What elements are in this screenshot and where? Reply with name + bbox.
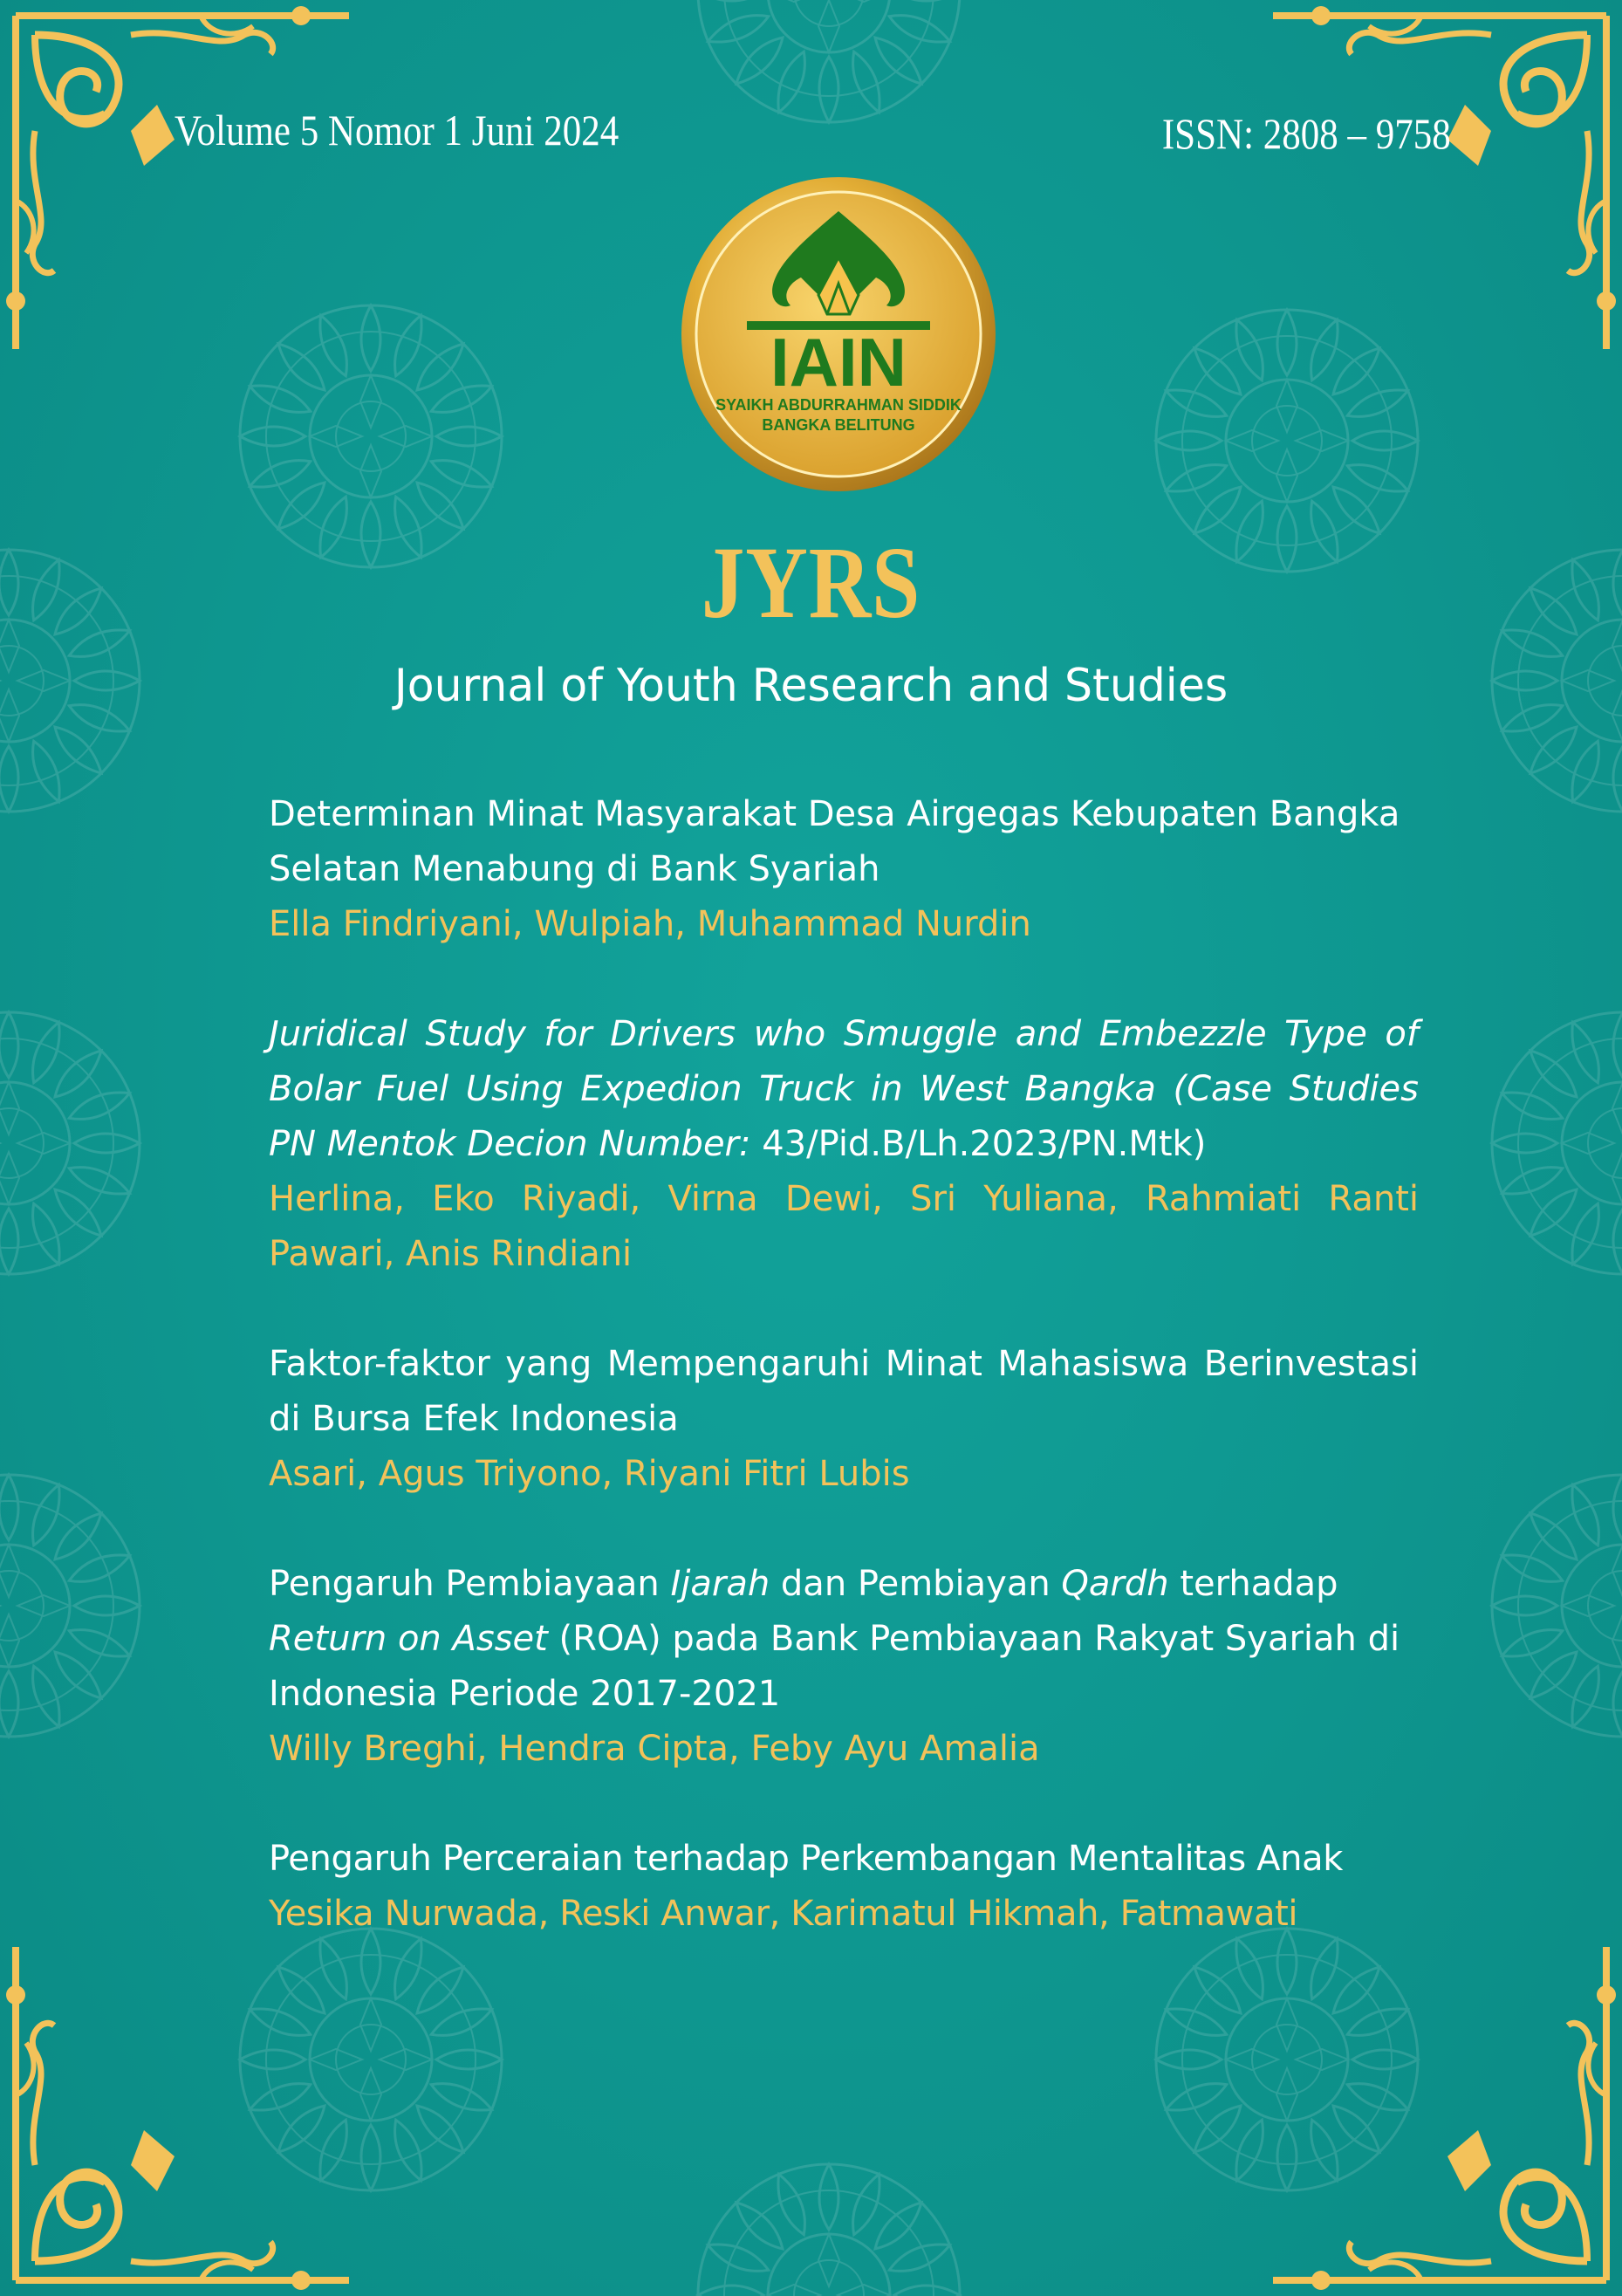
- article-title: Faktor-faktor yang Mempengaruhi Minat Mahasiswa Berinvestasi di Bursa Efek Indonesia: [269, 1344, 1419, 1439]
- article-authors: Asari, Agus Triyono, Riyani Fitri Lubis: [269, 1454, 910, 1494]
- article-list: [269, 787, 1419, 1997]
- article-item: [269, 1007, 1419, 1282]
- article-item: [269, 1557, 1419, 1777]
- article-item: [269, 1832, 1419, 1942]
- corner-ornament-top-left: [0, 0, 366, 367]
- issn: ISSN: 2808 – 9758: [1162, 109, 1451, 158]
- mandala-ornament: [1483, 1466, 1622, 1745]
- institution-logo: [679, 175, 998, 494]
- article-item: [269, 1337, 1419, 1502]
- article-title-case-number: 43/Pid.B/Lh.2023/PN.Mtk): [750, 1124, 1207, 1164]
- mandala-ornament: [689, 2155, 968, 2296]
- article-title: Pengaruh Pembiayaan Ijarah dan Pembiayan Qardh terhadap Return on Asset (ROA) pada Bank Pembiayaan Rakyat Syariah di Indonesia Periode 2017-2021: [269, 1564, 1400, 1714]
- volume-info: Volume 5 Nomor 1 Juni 2024: [175, 106, 619, 154]
- corner-ornament-top-right: [1256, 0, 1622, 367]
- journal-name: Journal of Youth Research and Studies: [394, 660, 1228, 712]
- journal-acronym: JYRS: [701, 525, 921, 640]
- mandala-ornament: [689, 0, 968, 131]
- svg-text:IAIN: IAIN: [770, 324, 907, 401]
- article-title-italic: Juridical Study for Drivers who Smuggle and Embezzle Type of Bolar Fuel Using Expedion Truck in West Bangka (Case Studies PN Mentok Decion Number:: [269, 1014, 1419, 1164]
- article-title: Determinan Minat Masyarakat Desa Airgegas Kebupaten Bangka Selatan Menabung di Bank Syariah: [269, 794, 1400, 889]
- article-authors: Ella Findriyani, Wulpiah, Muhammad Nurdin: [269, 904, 1031, 944]
- svg-text:BANGKA BELITUNG: BANGKA BELITUNG: [762, 416, 915, 434]
- article-authors: Willy Breghi, Hendra Cipta, Feby Ayu Amalia: [269, 1729, 1040, 1769]
- article-title: Pengaruh Perceraian terhadap Perkembangan Mentalitas Anak: [269, 1839, 1343, 1879]
- mandala-ornament: [0, 1004, 148, 1283]
- svg-text:SYAIKH ABDURRAHMAN SIDDIK: SYAIKH ABDURRAHMAN SIDDIK: [715, 396, 962, 414]
- article-item: [269, 787, 1419, 952]
- article-title: [269, 1007, 1419, 1172]
- article-authors: Yesika Nurwada, Reski Anwar, Karimatul Hikmah, Fatmawati: [269, 1894, 1298, 1934]
- article-authors: Herlina, Eko Riyadi, Virna Dewi, Sri Yuliana, Rahmiati Ranti Pawari, Anis Rindiani: [269, 1179, 1419, 1274]
- mandala-ornament: [0, 1466, 148, 1745]
- mandala-ornament: [1483, 1004, 1622, 1283]
